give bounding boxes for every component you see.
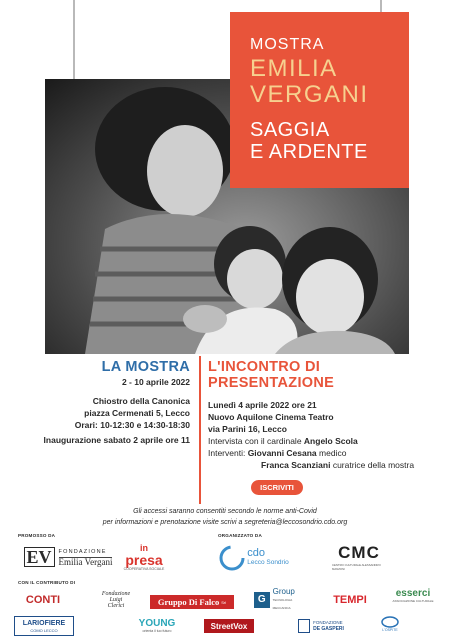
- ev-mark: EV: [24, 547, 55, 567]
- interview-guest: Angelo Scola: [303, 436, 358, 446]
- cdo-name: cdo: [247, 547, 265, 559]
- cdo-sub: Lecco Sondrio: [247, 559, 289, 566]
- title-name-first: EMILIA: [250, 55, 338, 82]
- incontro-info: [208, 359, 438, 471]
- lariofiere-logo: [14, 616, 74, 636]
- title-name: [250, 56, 369, 108]
- mostra-hours: Orari: 10-12:30 e 14:30-18:30: [74, 420, 190, 430]
- incontro-venue-address: via Parini 16, Lecco: [208, 424, 287, 434]
- inpresa-line1: in: [140, 542, 148, 553]
- lospite-icon: [381, 616, 399, 628]
- streetvox-logo: [204, 619, 254, 633]
- ev-line2: Emilia Vergani: [58, 556, 113, 567]
- cmc-sub: CENTRO CULTURALE ALESSANDRO MANZONI: [332, 563, 381, 571]
- speaker2-role: curatrice della mostra: [330, 460, 415, 470]
- degasperi-line1: FONDAZIONE: [313, 620, 343, 625]
- mostra-info: [20, 359, 190, 446]
- incontro-heading-line1: L'INCONTRO DI: [208, 359, 321, 375]
- subtitle-line1: SAGGIA: [250, 119, 330, 141]
- column-divider: [199, 356, 201, 504]
- degasperi-line2: DE GASPERI: [313, 626, 344, 632]
- mostra-dates: 2 - 10 aprile 2022: [121, 377, 190, 387]
- inpresa-sub: COOPERATIVA SOCIALE: [123, 566, 165, 571]
- group-square-icon: G: [254, 592, 270, 608]
- lariofiere-name: LARIOFIERE: [22, 619, 66, 627]
- clerici-line2: Luigi: [109, 597, 123, 603]
- young-sub: orienta il tuo futuro: [142, 629, 172, 633]
- ev-line1: FONDAZIONE: [59, 548, 113, 558]
- speaker1-role: medico: [316, 448, 347, 458]
- difalco-name: Gruppo Di Falco: [157, 597, 220, 607]
- group-name: Group: [272, 587, 295, 596]
- incontro-interview: [208, 435, 438, 447]
- organized-by-label: ORGANIZZATO DA: [218, 533, 262, 538]
- degasperi-logo: [290, 616, 352, 636]
- cmc-mark: CMC: [338, 543, 380, 562]
- title-card: [230, 12, 409, 188]
- young-mark: YOUNG: [138, 618, 176, 629]
- lospite-logo: [372, 612, 408, 636]
- cmc-logo: [332, 542, 386, 572]
- promoted-by-label: PROMOSSO DA: [18, 533, 56, 538]
- lariofiere-sub: COMO LECCO: [30, 627, 58, 633]
- streetvox-mark: StreetVox: [210, 621, 248, 631]
- incontro-venue-name: Nuovo Aquilone Cinema Teatro: [208, 412, 334, 422]
- young-logo: [132, 616, 182, 636]
- contact-note: per informazioni e prenotazione visite scrivi a segreteria@leccosondrio.cdo.org: [102, 519, 348, 526]
- degasperi-emblem-icon: [298, 619, 310, 633]
- conti-mark: CONTI: [25, 594, 61, 606]
- incontro-datetime: Lunedì 4 aprile 2022 ore 21: [208, 400, 317, 410]
- lospite-name: L'OSPITE: [382, 628, 398, 632]
- subtitle-line2: E ARDENTE: [250, 141, 368, 163]
- tempi-logo: [324, 591, 376, 609]
- speakers-prefix: Interventi:: [208, 448, 248, 458]
- title-name-last: VERGANI: [250, 81, 369, 108]
- interview-prefix: Intervista con il cardinale: [208, 436, 304, 446]
- esserci-logo: [386, 584, 440, 606]
- title-subtitle: [250, 119, 368, 163]
- esserci-sub: ASSOCIAZIONE CULTURALE: [392, 598, 434, 603]
- conti-logo: [14, 590, 72, 610]
- incontro-speaker2: [208, 459, 438, 471]
- clerici-line3: Clerici: [107, 603, 125, 609]
- mostra-heading: LA MOSTRA: [101, 359, 190, 375]
- info-notes: [0, 506, 450, 528]
- covid-note: Gli accessi saranno consentiti secondo le norme anti-Covid: [133, 508, 317, 515]
- inpresa-line2: presa: [125, 551, 163, 568]
- fondazione-vergani-logo: [16, 544, 120, 570]
- mostra-opening: Inaugurazione sabato 2 aprile ore 11: [43, 435, 190, 445]
- cdo-swirl-icon: [219, 543, 245, 573]
- difalco-tag: Srl: [221, 599, 227, 605]
- contributors-label: CON IL CONTRIBUTO DI: [18, 580, 76, 585]
- fondazione-clerici-logo: [94, 586, 138, 614]
- hanging-string-left: [73, 0, 75, 80]
- mostra-venue-name: Chiostro della Canonica: [92, 396, 190, 406]
- title-mostra: MOSTRA: [250, 36, 325, 53]
- cdo-logo: [218, 541, 290, 575]
- tempi-mark: TEMPI: [333, 594, 367, 606]
- incontro-speaker1: [208, 447, 438, 459]
- mostra-venue-address: piazza Cermenati 5, Lecco: [84, 408, 190, 418]
- speaker1-name: Giovanni Cesana: [247, 448, 317, 458]
- inpresa-logo: [120, 540, 168, 574]
- group-logo: [254, 589, 310, 611]
- register-button[interactable]: ISCRIVITI: [251, 480, 303, 495]
- clerici-line1: Fondazione: [101, 591, 131, 597]
- group-sub: TECNOLOGIA MECCANICA: [272, 598, 293, 610]
- esserci-mark: esserci: [395, 587, 431, 599]
- difalco-logo: [150, 595, 234, 609]
- speaker2-name: Franca Scanziani: [261, 460, 331, 470]
- incontro-heading-line2: PRESENTAZIONE: [208, 375, 335, 391]
